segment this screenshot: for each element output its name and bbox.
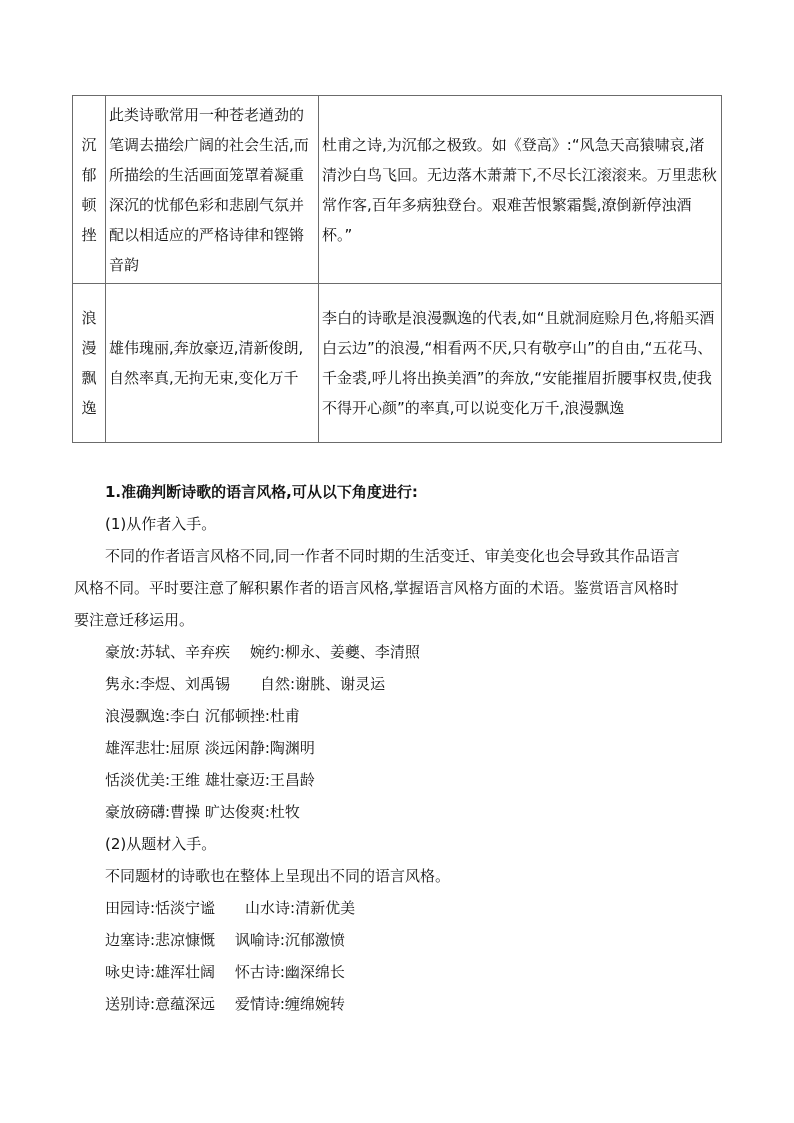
table-row <box>73 284 722 443</box>
style-name-cell: 沉郁顿挫 <box>73 96 106 284</box>
list-item: 田园诗:恬淡宁谧 山水诗:清新优美 <box>105 899 356 917</box>
list-item: 咏史诗:雄浑壮阔 怀古诗:幽深绵长 <box>105 963 345 981</box>
list-item: 送别诗:意蕴深远 爱情诗:缠绵婉转 <box>105 995 345 1013</box>
style-description-cell: 雄伟瑰丽,奔放豪迈,清新俊朗,自然率真,无拘无束,变化万千 <box>106 284 319 443</box>
style-example-cell: 李白的诗歌是浪漫飘逸的代表,如“且就洞庭赊月色,将船买酒白云边”的浪漫,“相看两不厌,只有敬亭山”的自由,“五花马、千金裘,呼儿将出换美酒”的奔放,“安能摧眉折腰事权贵,使我不得开心颜”的率真,可以说变化万千,浪漫飘逸 <box>319 284 722 443</box>
style-name-cell: 浪漫飘逸 <box>73 284 106 443</box>
list-item: 恬淡优美:王维 雄壮豪迈:王昌龄 <box>105 771 315 789</box>
style-example-cell: 杜甫之诗,为沉郁之极致。如《登高》:“风急天高猿啸哀,渚清沙白鸟飞回。无边落木萧萧下,不尽长江滚滚来。万里悲秋常作客,百年多病独登台。艰难苦恨繁霜鬓,潦倒新停浊酒杯。” <box>319 96 722 284</box>
table-row <box>73 96 722 284</box>
subsection-title: (1)从作者入手。 <box>105 515 217 533</box>
list-item: 雄浑悲壮:屈原 淡远闲静:陶渊明 <box>105 739 315 757</box>
paragraph-line: 不同的作者语言风格不同,同一作者不同时期的生活变迁、审美变化也会导致其作品语言 <box>105 547 680 565</box>
paragraph-line: 风格不同。平时要注意了解积累作者的语言风格,掌握语言风格方面的术语。鉴赏语言风格时 <box>74 579 679 597</box>
list-item: 隽永:李煜、刘禹锡 自然:谢朓、谢灵运 <box>105 675 386 693</box>
style-description-cell: 此类诗歌常用一种苍老遒劲的笔调去描绘广阔的社会生活,而所描绘的生活画面笼罩着凝重深沉的忧郁色彩和悲剧气氛并配以相适应的严格诗律和铿锵音韵 <box>106 96 319 284</box>
list-item: 豪放:苏轼、辛弃疾 婉约:柳永、姜夔、李清照 <box>105 643 420 661</box>
subsection-title: (2)从题材入手。 <box>105 835 217 853</box>
language-style-table <box>72 95 722 443</box>
list-item: 豪放磅礴:曹操 旷达俊爽:杜牧 <box>105 803 300 821</box>
paragraph-line: 不同题材的诗歌也在整体上呈现出不同的语言风格。 <box>105 867 451 885</box>
section-heading: 1.准确判断诗歌的语言风格,可从以下角度进行: <box>105 483 418 501</box>
list-item: 边塞诗:悲凉慷慨 讽喻诗:沉郁激愤 <box>105 931 345 949</box>
list-item: 浪漫飘逸:李白 沉郁顿挫:杜甫 <box>105 707 300 725</box>
paragraph-line: 要注意迁移运用。 <box>74 611 195 629</box>
